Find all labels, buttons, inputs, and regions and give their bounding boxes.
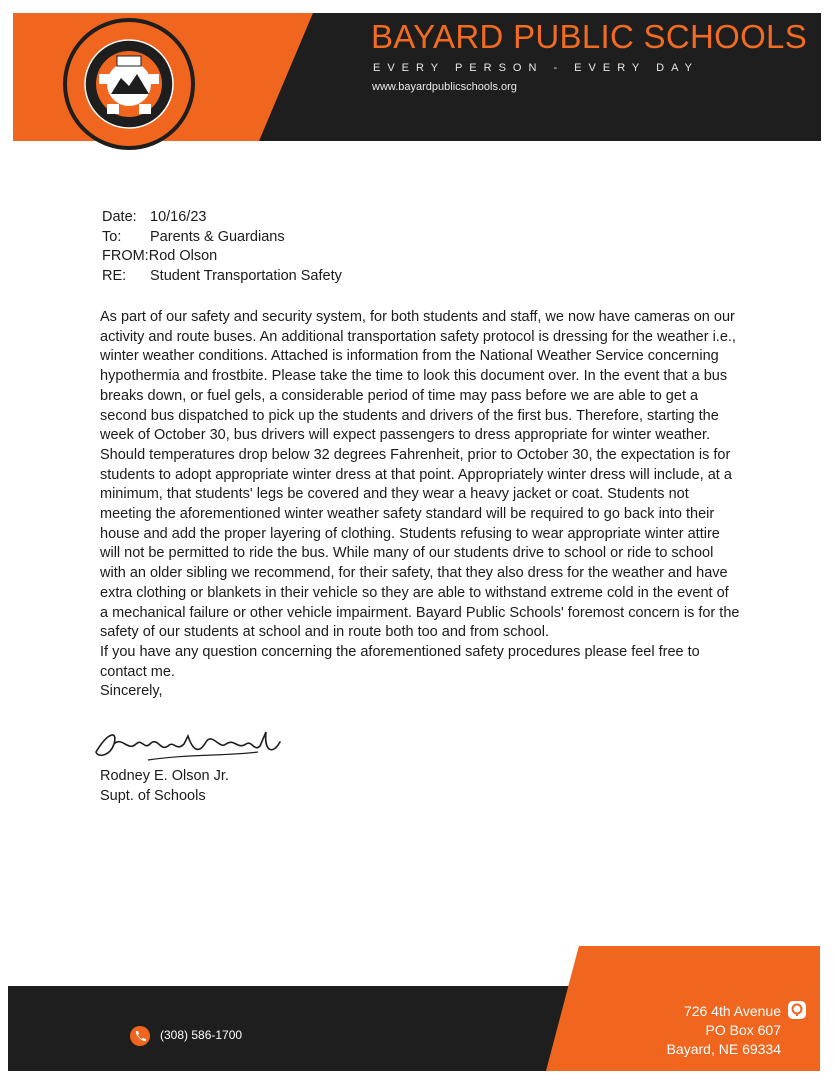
to-label: To: bbox=[102, 228, 122, 245]
school-name: BAYARD PUBLIC SCHOOLS bbox=[371, 18, 808, 55]
location-pin-icon bbox=[788, 1001, 806, 1019]
memo-header bbox=[102, 208, 342, 286]
footer-address bbox=[667, 1002, 781, 1059]
date-label: Date: bbox=[102, 209, 137, 225]
re-value: Student Transportation Safety bbox=[150, 267, 342, 284]
letterhead bbox=[13, 13, 821, 141]
signer-name: Rodney E. Olson Jr. bbox=[100, 768, 229, 784]
memo-to-row bbox=[102, 228, 342, 248]
memo-date-row bbox=[102, 208, 342, 228]
memo-from-row bbox=[102, 247, 342, 267]
re-label: RE: bbox=[102, 267, 127, 284]
footer-phone[interactable]: (308) 586-1700 bbox=[160, 1028, 243, 1042]
phone-icon bbox=[130, 1026, 150, 1046]
letterhead-footer bbox=[8, 946, 820, 1071]
school-seal-logo bbox=[61, 16, 197, 152]
from-label: FROM: bbox=[102, 248, 149, 264]
memo-re-row bbox=[102, 267, 342, 287]
school-website[interactable]: www.bayardpublicschools.org bbox=[372, 81, 517, 93]
closing-salutation: Sincerely, bbox=[100, 683, 163, 700]
to-value: Parents & Guardians bbox=[150, 228, 285, 245]
body-paragraph-contact: If you have any question concerning the aforementioned safety procedures please feel free to contact me. bbox=[100, 643, 700, 680]
address-line-3: Bayard, NE 69334 bbox=[666, 1041, 781, 1057]
handwritten-signature bbox=[88, 722, 298, 770]
date-value: 10/16/23 bbox=[150, 209, 207, 225]
from-value: Rod Olson bbox=[148, 248, 218, 264]
signature-block bbox=[100, 766, 229, 806]
signer-title: Supt. of Schools bbox=[100, 788, 206, 804]
letter-body bbox=[100, 308, 740, 702]
body-paragraph-main: As part of our safety and security system, for both students and staff, we now have cameras on our activity and route buses. An additional transportation safety protocol is dressing for the weather i.e., winter weather conditions. Attached is information from the National Weather Service concerning hypothermia and frostbite. Please take the time to look this document over. In the event that a bus breaks down, or fuel gels, a considerable period of time may pass before we are able to get a second bus dispatched to pick up the students and drivers of the first bus. Therefore, starting the week of October 30, bus drivers will expect passengers to dress appropriate for winter weather. Should temperatures drop below 32 degrees Fahrenheit, prior to October 30, the expectation is for students to adopt appropriate winter dress at that point. Appropriately winter dress will include, at a minimum, that students' legs be covered and they wear a heavy jacket or coat. Students not meeting the aforementioned winter weather safety standard will be required to go back into their house and add the proper layering of clothing. Students refusing to wear appropriate winter attire will not be permitted to ride the bus. While many of our students drive to school or ride to school with an older sibling we recommend, for their safety, that they also dress for the weather and have extra clothing or blankets in their vehicle so they are able to withstand extreme cold in the event of a mechanical failure or other vehicle impairment. Bayard Public Schools' foremost concern is for the safety of our students at school and in route both too and from school. bbox=[100, 309, 740, 641]
address-line-1: 726 4th Avenue bbox=[683, 1003, 781, 1019]
school-tagline: EVERY PERSON - EVERY DAY bbox=[373, 62, 699, 74]
address-line-2: PO Box 607 bbox=[705, 1022, 781, 1038]
